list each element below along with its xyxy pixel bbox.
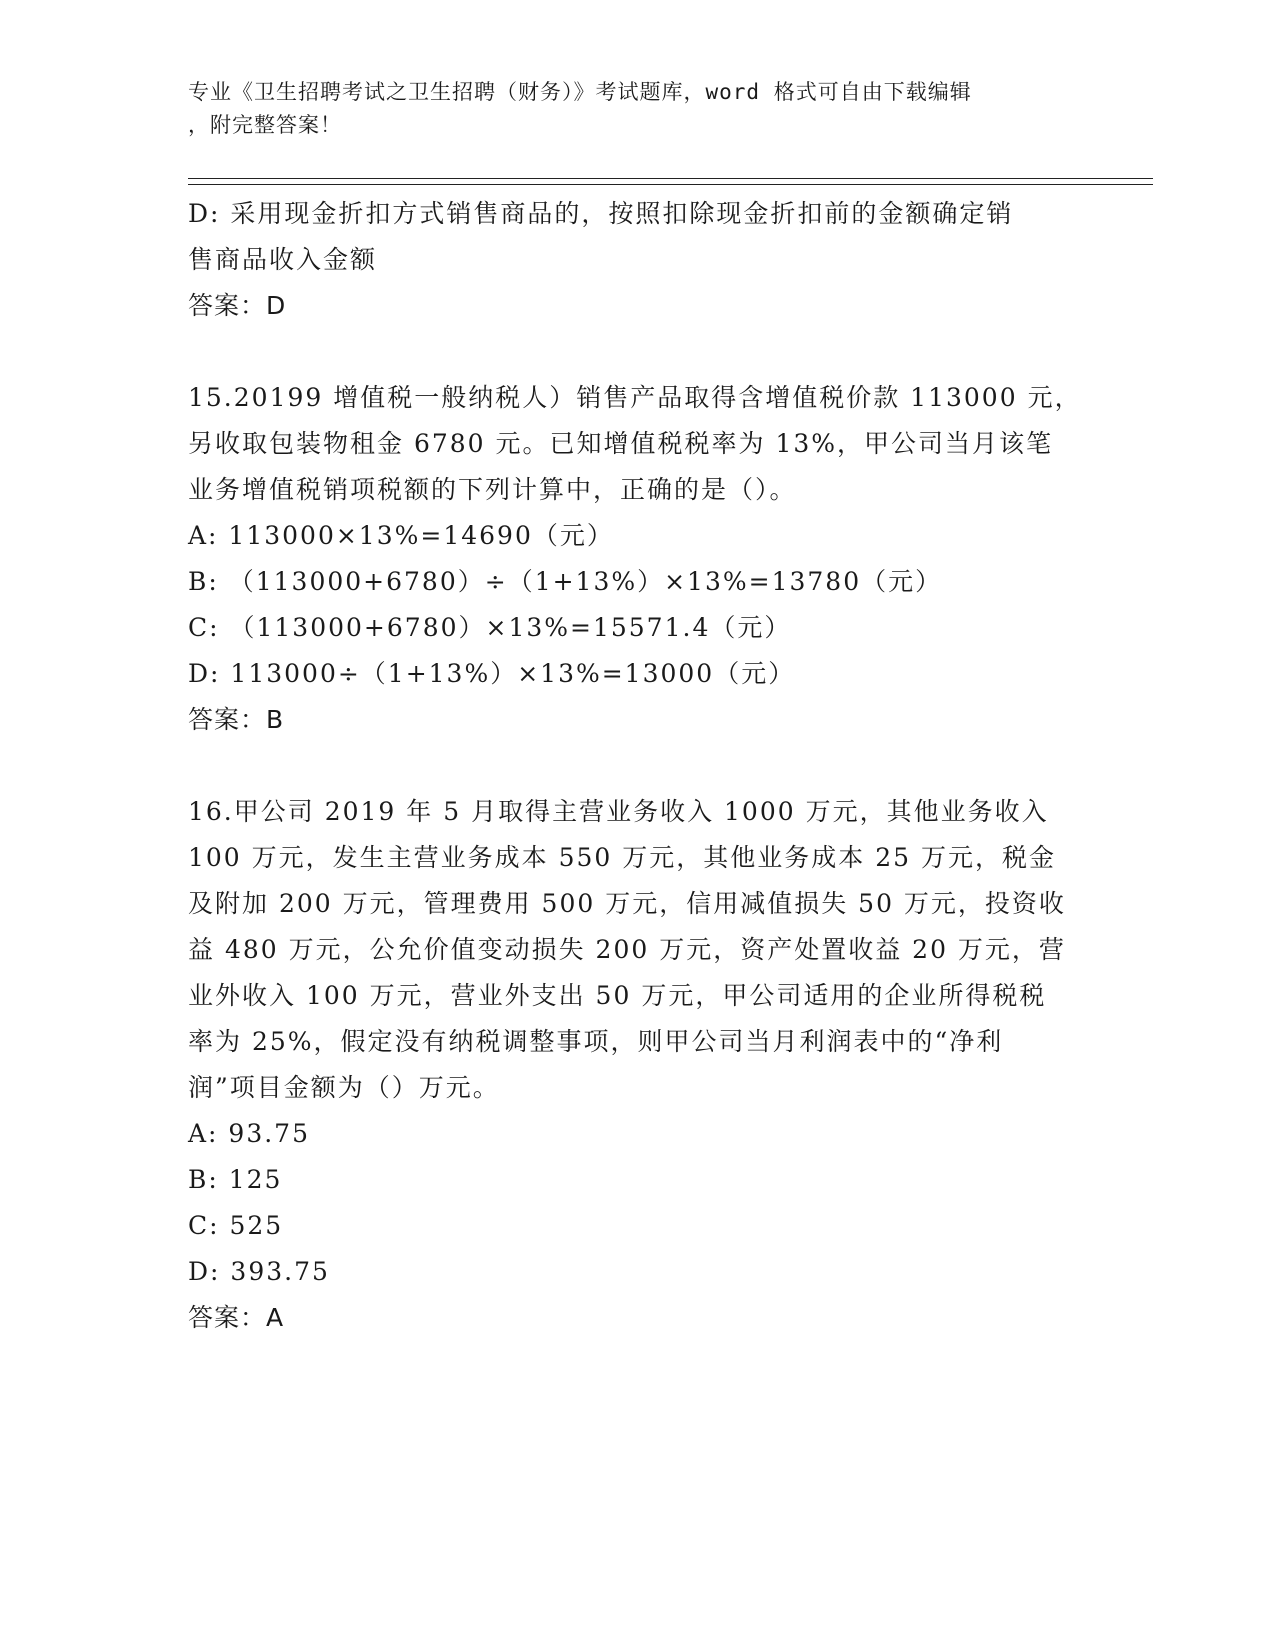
question-stem-line: 益 480 万元，公允价值变动损失 200 万元，资产处置收益 20 万元，营 [188,935,1066,964]
spacer [188,329,1088,375]
option-c: C: 525 [188,1211,284,1240]
answer-label: 答案：B [188,705,285,734]
question-15 [188,375,1088,743]
spacer [188,743,1088,789]
question-stem-line: 润”项目金额为（）万元。 [188,1073,500,1102]
previous-question-tail [188,191,1088,329]
answer-label: 答案：D [188,291,287,320]
question-stem-line: 100 万元，发生主营业务成本 550 万元，其他业务成本 25 万元，税金 [188,843,1056,872]
option-d: D: 113000÷（1+13%）×13%=13000（元） [188,659,796,688]
option-b: B: （113000+6780）÷（1+13%）×13%=13780（元） [188,567,943,596]
question-stem-line: 业外收入 100 万元，营业外支出 50 万元，甲公司适用的企业所得税税 [188,981,1047,1010]
option-b: B: 125 [188,1165,283,1194]
question-stem-line: 及附加 200 万元，管理费用 500 万元，信用减值损失 50 万元，投资收 [188,889,1066,918]
question-stem-line: 业务增值税销项税额的下列计算中，正确的是（）。 [188,475,797,504]
question-stem-line: 另收取包装物租金 6780 元。已知增值税税率为 13%，甲公司当月该笔 [188,429,1054,458]
document-body [188,191,1088,1341]
document-header [188,76,1088,142]
option-d-line-1: D: 采用现金折扣方式销售商品的，按照扣除现金折扣前的金额确定销 [188,199,1014,228]
option-d: D: 393.75 [188,1257,330,1286]
header-divider-top [188,178,1153,179]
option-a: A: 93.75 [188,1119,310,1148]
option-d-line-2: 售商品收入金额 [188,245,378,274]
question-16 [188,789,1088,1341]
header-line-2: ，附完整答案！ [188,113,342,137]
option-a: A: 113000×13%=14690（元） [188,521,614,550]
header-line-1: 专业《卫生招聘考试之卫生招聘（财务）》考试题库，word 格式可自由下载编辑 [188,80,972,104]
option-c: C: （113000+6780）×13%=15571.4（元） [188,613,792,642]
question-stem-line: 率为 25%，假定没有纳税调整事项，则甲公司当月利润表中的“净利 [188,1027,1004,1056]
header-divider-bottom [188,184,1153,185]
question-stem-line: 15.20199 增值税一般纳税人）销售产品取得含增值税价款 113000 元， [188,383,1082,412]
answer-label: 答案：A [188,1303,285,1332]
question-stem-line: 16.甲公司 2019 年 5 月取得主营业务收入 1000 万元，其他业务收入 [188,797,1049,826]
